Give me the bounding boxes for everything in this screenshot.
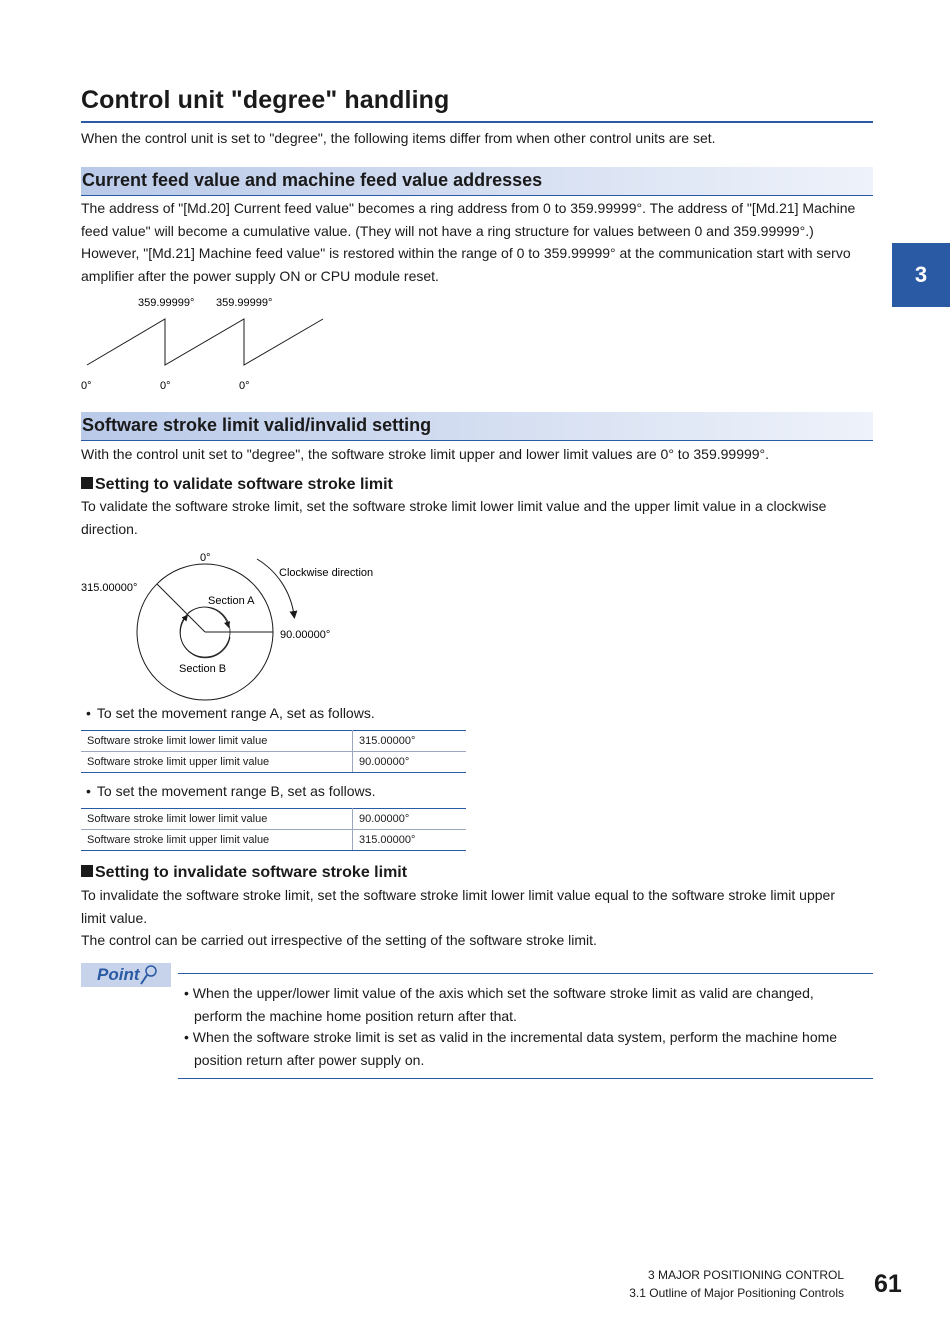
footer-chapter: 3 MAJOR POSITIONING CONTROL [647,1268,844,1282]
section-heading-stroke-limit [81,412,873,441]
section-b-label: Section B [179,663,227,675]
clockwise-range-diagram [78,545,388,705]
bullet-text: To set the movement range A, set as follows. [96,705,375,721]
table-row [81,830,466,851]
table-cell-value: 315.00000° [353,830,467,851]
chapter-tab: 3 [892,243,950,307]
max-label-2: 359.99999° [216,297,273,309]
section-b-arrow [180,617,230,658]
table-cell-value: 315.00000° [353,731,467,752]
clockwise-label: Clockwise direction [279,567,374,579]
bullet-icon: • [86,783,91,799]
para-line: amplifier after the power supply ON or CPU module reset. [81,267,439,284]
point-item-2 [184,1026,874,1071]
range-a-table [81,730,466,773]
zero-label-3: 0° [239,380,250,392]
zero-label-2: 0° [160,380,171,392]
para-line: direction. [81,520,138,537]
para-line: The address of "[Md.20] Current feed value" becomes a ring address from 0 to 359.99999°. The address of "[Md.21] Machine [81,200,856,216]
bullet-icon: • [184,1029,193,1045]
subheading-text: Setting to invalidate software stroke limit [95,864,408,881]
point-text: perform the machine home position return after that. [194,1007,517,1024]
lower-limit-label: 315.00000° [81,582,138,594]
title-rule [81,121,873,123]
bullet-icon: • [184,985,193,1001]
max-label-1: 359.99999° [138,297,195,309]
square-bullet-icon [81,865,93,877]
square-bullet-icon [81,477,93,489]
invalidate-paragraph [81,884,881,952]
bullet-icon: • [86,705,91,721]
para-line: However, "[Md.21] Machine feed value" is restored within the range of 0 to 359.99999° at the communication start with servo [81,245,851,261]
table-cell-value: 90.00000° [353,752,467,773]
bullet-range-b [86,783,375,799]
table-cell-value: 90.00000° [353,809,467,830]
section-heading-text: Current feed value and machine feed value addresses [82,170,543,190]
table-cell-label: Software stroke limit upper limit value [81,830,353,851]
point-label: Point [97,965,140,984]
subheading-invalidate [81,864,407,882]
section-a-label: Section A [208,595,255,607]
magnifier-icon [139,964,159,986]
zero-degree-label: 0° [200,552,211,564]
para-line: To validate the software stroke limit, set the software stroke limit lower limit value and the upper limit value in a clockwise [81,498,827,514]
table-cell-label: Software stroke limit lower limit value [81,809,353,830]
para-line: feed value" will become a cumulative value. (They will not have a ring structure for values between 0 and 359.99999°.) [81,222,814,239]
range-b-table [81,808,466,851]
bullet-range-a [86,705,375,721]
point-text: position return after power supply on. [194,1051,425,1068]
intro-text: When the control unit is set to "degree", the following items differ from when other control units are set. [81,130,716,146]
section2-paragraph: With the control unit set to "degree", the software stroke limit upper and lower limit values are 0° to 359.99999°. [81,446,770,462]
table-row [81,752,466,773]
page-title: Control unit "degree" handling [81,86,450,114]
page-number: 61 [874,1270,902,1298]
table-row [81,809,466,830]
bullet-text: To set the movement range B, set as follows. [96,783,376,799]
sawtooth-line [87,319,323,365]
point-top-rule [178,973,873,974]
validate-paragraph [81,495,881,540]
upper-limit-label: 90.00000° [280,629,331,641]
subheading-validate [81,476,393,494]
section-heading-text: Software stroke limit valid/invalid setting [82,415,432,435]
section1-paragraph [81,197,881,287]
ring-address-diagram [81,292,341,397]
section-heading-feed-value [81,167,873,196]
table-cell-label: Software stroke limit upper limit value [81,752,353,773]
zero-label-1: 0° [81,380,92,392]
point-item-1 [184,982,874,1027]
table-cell-label: Software stroke limit lower limit value [81,731,353,752]
para-line: To invalidate the software stroke limit, set the software stroke limit lower limit value equal to the software stroke limit upper [81,887,835,903]
point-badge [81,963,171,987]
point-text: When the software stroke limit is set as valid in the incremental data system, perform the machine home [192,1029,838,1045]
footer-section: 3.1 Outline of Major Positioning Controls [629,1286,844,1300]
para-line: limit value. [81,909,148,926]
table-row [81,731,466,752]
point-bottom-rule [178,1078,873,1079]
subheading-text: Setting to validate software stroke limit [95,476,393,493]
point-text: When the upper/lower limit value of the axis which set the software stroke limit as valid are changed, [192,985,814,1001]
para-line: The control can be carried out irrespective of the setting of the software stroke limit. [81,932,597,948]
